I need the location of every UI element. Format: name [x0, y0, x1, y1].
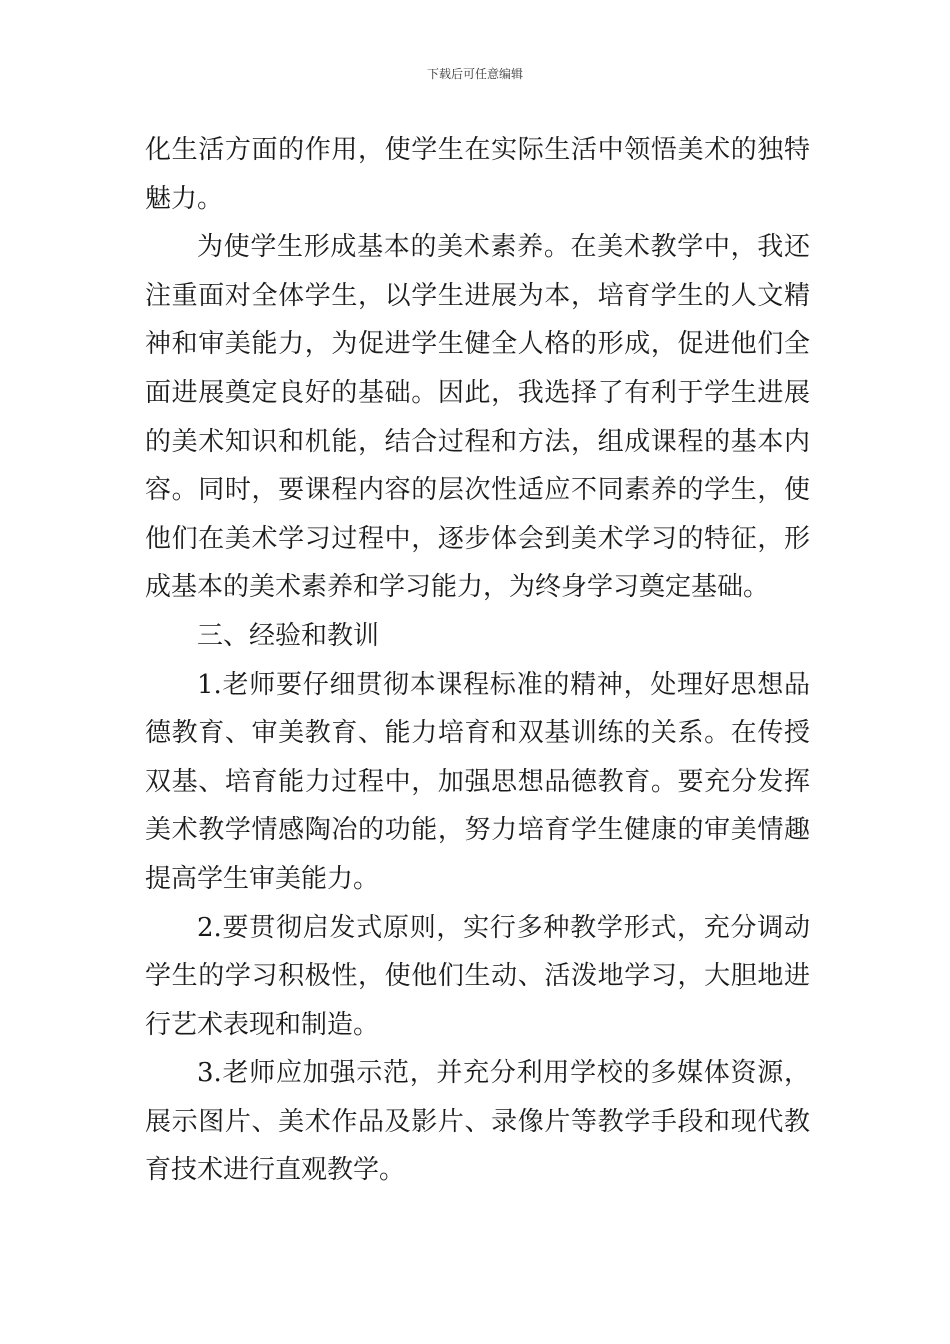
list-item-2: 2.要贯彻启发式原则，实行多种教学形式，充分调动学生的学习积极性，使他们生动、活泼地学习，大胆地进行艺术表现和制造。: [145, 912, 810, 1040]
paragraph-art-literacy: 为使学生形成基本的美术素养。在美术教学中，我还注重面对全体学生，以学生进展为本，培育学生的人文精神和审美能力，为促进学生健全人格的形成，促进他们全面进展奠定良好的基础。因此，我选择了有利于学生进展的美术知识和机能，结合过程和方法，组成课程的基本内容。同时，要课程内容的层次性适应不同素养的学生，使他们在美术学习过程中，逐步体会到美术学习的特征，形成基本的美术素养和学习能力，为终身学习奠定基础。: [145, 232, 810, 603]
page-header: 下载后可任意编辑: [426, 67, 523, 81]
list-item-3: 3.老师应加强示范，并充分利用学校的多媒体资源，展示图片、美术作品及影片、录像片等教学手段和现代教育技术进行直观教学。: [145, 1058, 810, 1186]
document-body: [145, 126, 810, 1195]
section-heading-experience: 三、经验和教训: [197, 620, 380, 651]
paragraph-continuation: 化生活方面的作用，使学生在实际生活中领悟美术的独特魅力。: [145, 135, 810, 214]
list-item-1: 1.老师要仔细贯彻本课程标准的精神，处理好思想品德教育、审美教育、能力培育和双基训练的关系。在传授双基、培育能力过程中，加强思想品德教育。要充分发挥美术教学情感陶冶的功能，努力培育学生健康的审美情趣提高学生审美能力。: [145, 669, 810, 894]
